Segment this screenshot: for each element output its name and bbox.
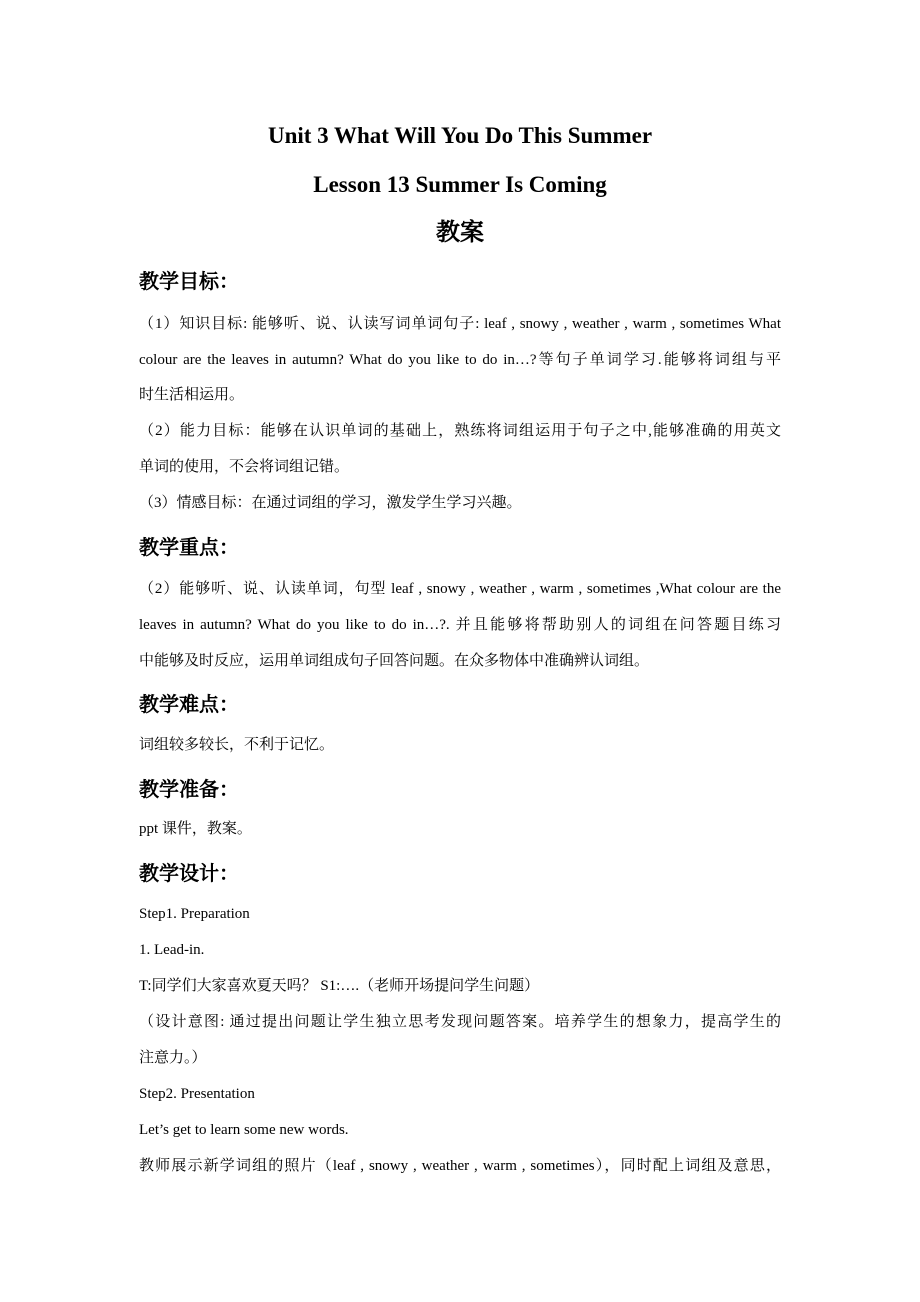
objectives-heading: 教学目标： bbox=[139, 269, 239, 293]
objectives-line-2: colour are the leaves in autumn? What do you like to do in…?等句子单词学习.能够将词组与平 bbox=[139, 352, 781, 368]
design-line-5: 注意力。） bbox=[139, 1050, 207, 1066]
lesson-plan-title: 教案 bbox=[436, 220, 484, 246]
lesson-title: Lesson 13 Summer Is Coming bbox=[313, 172, 607, 197]
design-line-7: Let’s get to learn some new words. bbox=[139, 1122, 349, 1138]
objectives-line-3: 时生活相运用。 bbox=[139, 387, 245, 403]
design-line-2: 1. Lead-in. bbox=[139, 942, 205, 958]
design-line-8: 教师展示新学词组的照片（leaf , snowy , weather , warm , sometimes），同时配上词组及意思， bbox=[139, 1158, 781, 1174]
design-line-6: Step2. Presentation bbox=[139, 1086, 255, 1102]
design-heading: 教学设计： bbox=[139, 861, 239, 885]
key-points-line-2: leaves in autumn? What do you like to do in…?. 并且能够将帮助别人的词组在问答题目练习 bbox=[139, 617, 781, 633]
key-points-heading: 教学重点： bbox=[139, 535, 239, 559]
design-line-3: T:同学们大家喜欢夏天吗？ S1:….（老师开场提问学生问题） bbox=[139, 978, 540, 994]
objectives-line-6: （3）情感目标：在通过词组的学习，激发学生学习兴趣。 bbox=[139, 495, 522, 511]
difficulties-heading: 教学难点： bbox=[139, 692, 239, 716]
key-points-line-1: （2）能够听、说、认读单词，句型 leaf , snowy , weather , warm , sometimes ,What colour are the bbox=[139, 581, 781, 597]
objectives-line-4: （2）能力目标：能够在认识单词的基础上，熟练将词组运用于句子之中,能够准确的用英文 bbox=[139, 423, 781, 439]
objectives-line-5: 单词的使用，不会将词组记错。 bbox=[139, 459, 350, 475]
design-line-4: （设计意图: 通过提出问题让学生独立思考发现问题答案。培养学生的想象力，提高学生的 bbox=[139, 1014, 781, 1030]
preparation-line-1: ppt 课件，教案。 bbox=[139, 821, 252, 837]
difficulties-line-1: 词组较多较长，不利于记忆。 bbox=[139, 737, 335, 753]
key-points-line-3: 中能够及时反应，运用单词组成句子回答问题。在众多物体中准确辨认词组。 bbox=[139, 653, 650, 669]
preparation-heading: 教学准备： bbox=[139, 777, 239, 801]
objectives-line-1: （1）知识目标: 能够听、说、认读写词单词句子: leaf , snowy , weather , warm , sometimes What bbox=[139, 316, 781, 332]
design-line-1: Step1. Preparation bbox=[139, 906, 250, 922]
unit-title: Unit 3 What Will You Do This Summer bbox=[267, 123, 653, 148]
